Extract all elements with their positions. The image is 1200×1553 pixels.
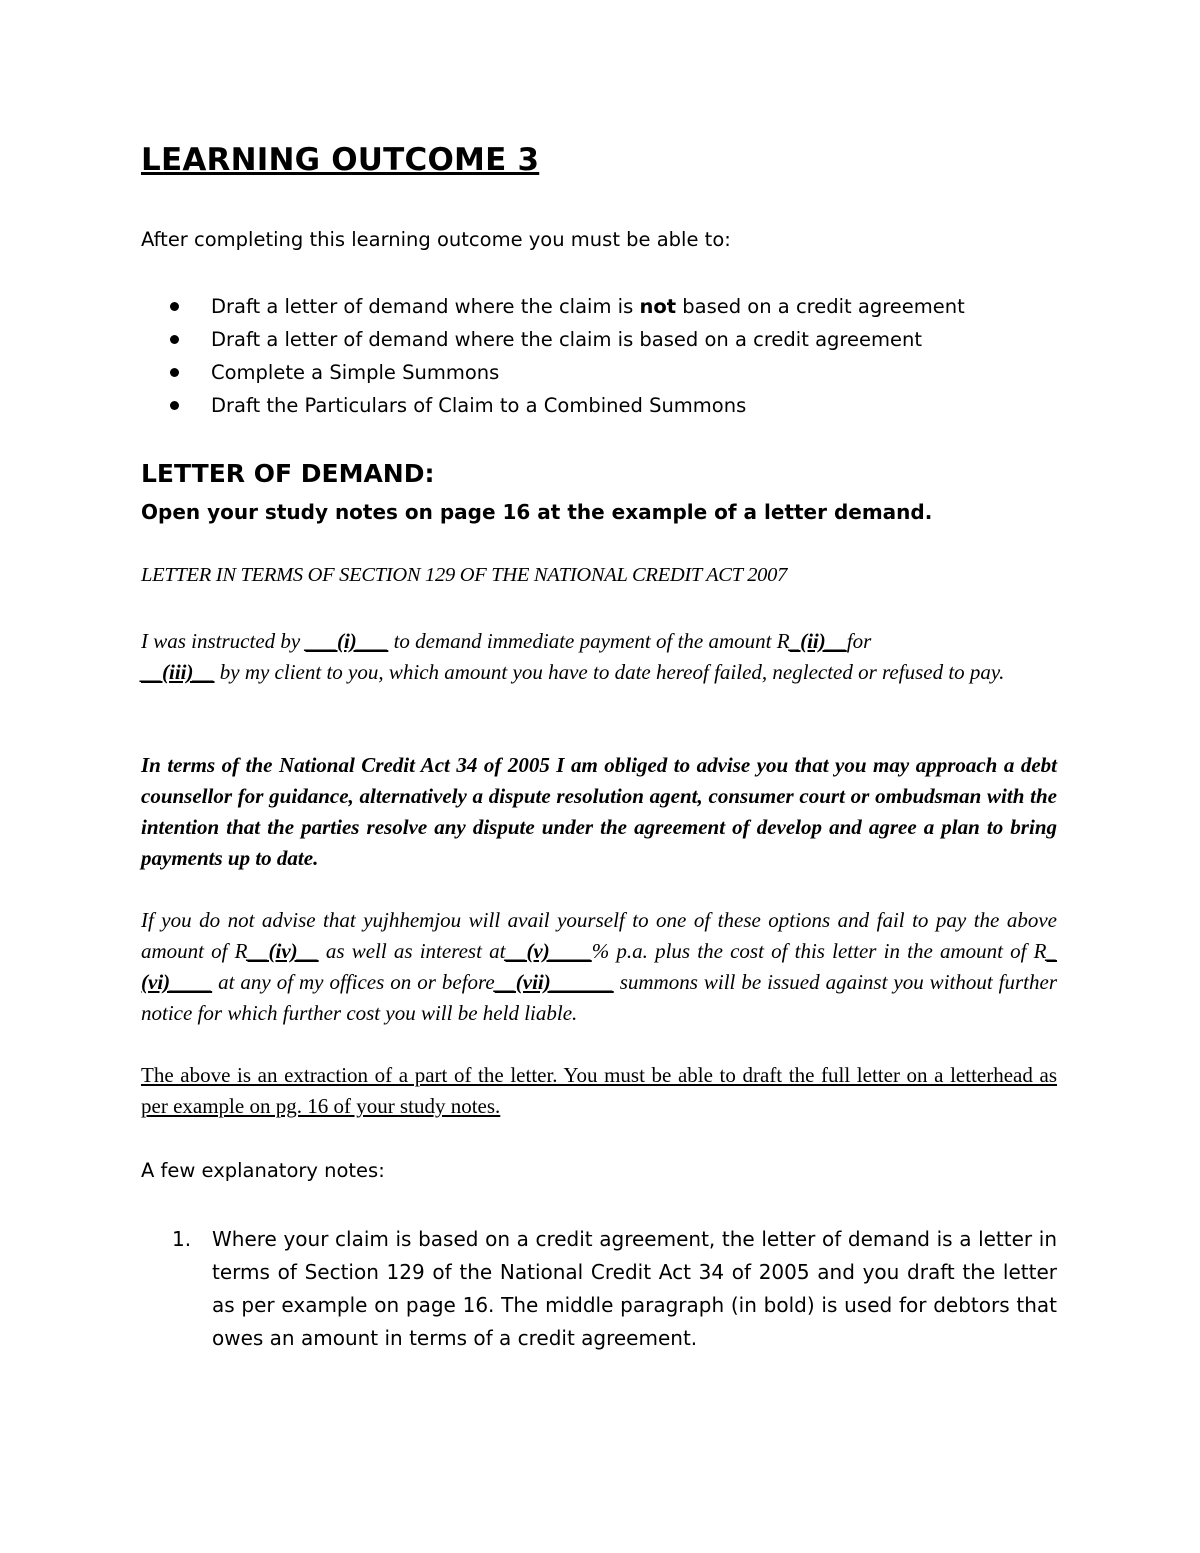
list-item: 1. Where your claim is based on a credit agreement, the letter of demand is a letter in terms of Section 129 of the National Credit Act 34 of 2005 and you draft the letter as per example on page 16. The middle paragraph (in bold) is used for debtors that owes an amount in terms of a credit agreement.	[172, 1227, 1057, 1350]
list-item: Draft a letter of demand where the claim is based on a credit agreement	[170, 323, 1070, 356]
bullet-icon	[170, 302, 179, 311]
letter-paragraph-3: If you do not advise that yujhhemjou will avail yourself to one of these options and fail to pay the above amount of R__(iv)__ as well as interest at__(v)____% p.a. plus the cost of this letter in the amount of R_ (vi)____ at any of my offices on or before__(vii)______ summons will be issued against you without further notice for which further cost you will be held liable.	[141, 908, 1057, 1025]
blank-vi: _ (vi)____	[141, 939, 1057, 994]
instruction-text: Open your study notes on page 16 at the example of a letter demand.	[141, 500, 933, 524]
outcome-list	[170, 290, 1070, 422]
section-heading: LETTER OF DEMAND:	[141, 459, 435, 488]
blank-ii: _(ii)__	[789, 629, 847, 653]
bullet-icon	[170, 335, 179, 344]
letter-paragraph-1: I was instructed by ___(i)___ to demand immediate payment of the amount R_(ii)__for __(iii)__ by my client to you, which amount you have to date hereof failed, neglected or refused to pay.	[141, 629, 1005, 684]
blank-v: __(v)____	[505, 939, 592, 963]
extraction-note: The above is an extraction of a part of the letter. You must be able to draft the full letter on a letterhead as per example on pg. 16 of your study notes.	[141, 1063, 1057, 1118]
blank-vii: __(vii)______	[494, 970, 614, 994]
letter-paragraph-2: In terms of the National Credit Act 34 of 2005 I am obliged to advise you that you may approach a debt counsellor for guidance, alternatively a dispute resolution agent, consumer court or ombudsman with the intention that the parties resolve any dispute under the agreement of develop and agree a plan to bring payments up to date.	[141, 753, 1057, 870]
explanatory-heading: A few explanatory notes:	[141, 1159, 385, 1182]
list-item: Draft the Particulars of Claim to a Combined Summons	[170, 389, 1070, 422]
list-item: Complete a Simple Summons	[170, 356, 1070, 389]
notes-list	[172, 1223, 1057, 1355]
blank-iii: __(iii)__	[141, 660, 215, 684]
blank-i: ___(i)___	[305, 629, 389, 653]
blank-iv: __(iv)__	[247, 939, 319, 963]
bullet-icon	[170, 368, 179, 377]
bullet-icon	[170, 401, 179, 410]
letter-heading: LETTER IN TERMS OF SECTION 129 OF THE NATIONAL CREDIT ACT 2007	[141, 564, 788, 586]
page-title: LEARNING OUTCOME 3	[141, 142, 540, 178]
list-item: Draft a letter of demand where the claim is not based on a credit agreement	[170, 290, 1070, 323]
intro-text: After completing this learning outcome you must be able to:	[141, 228, 731, 251]
